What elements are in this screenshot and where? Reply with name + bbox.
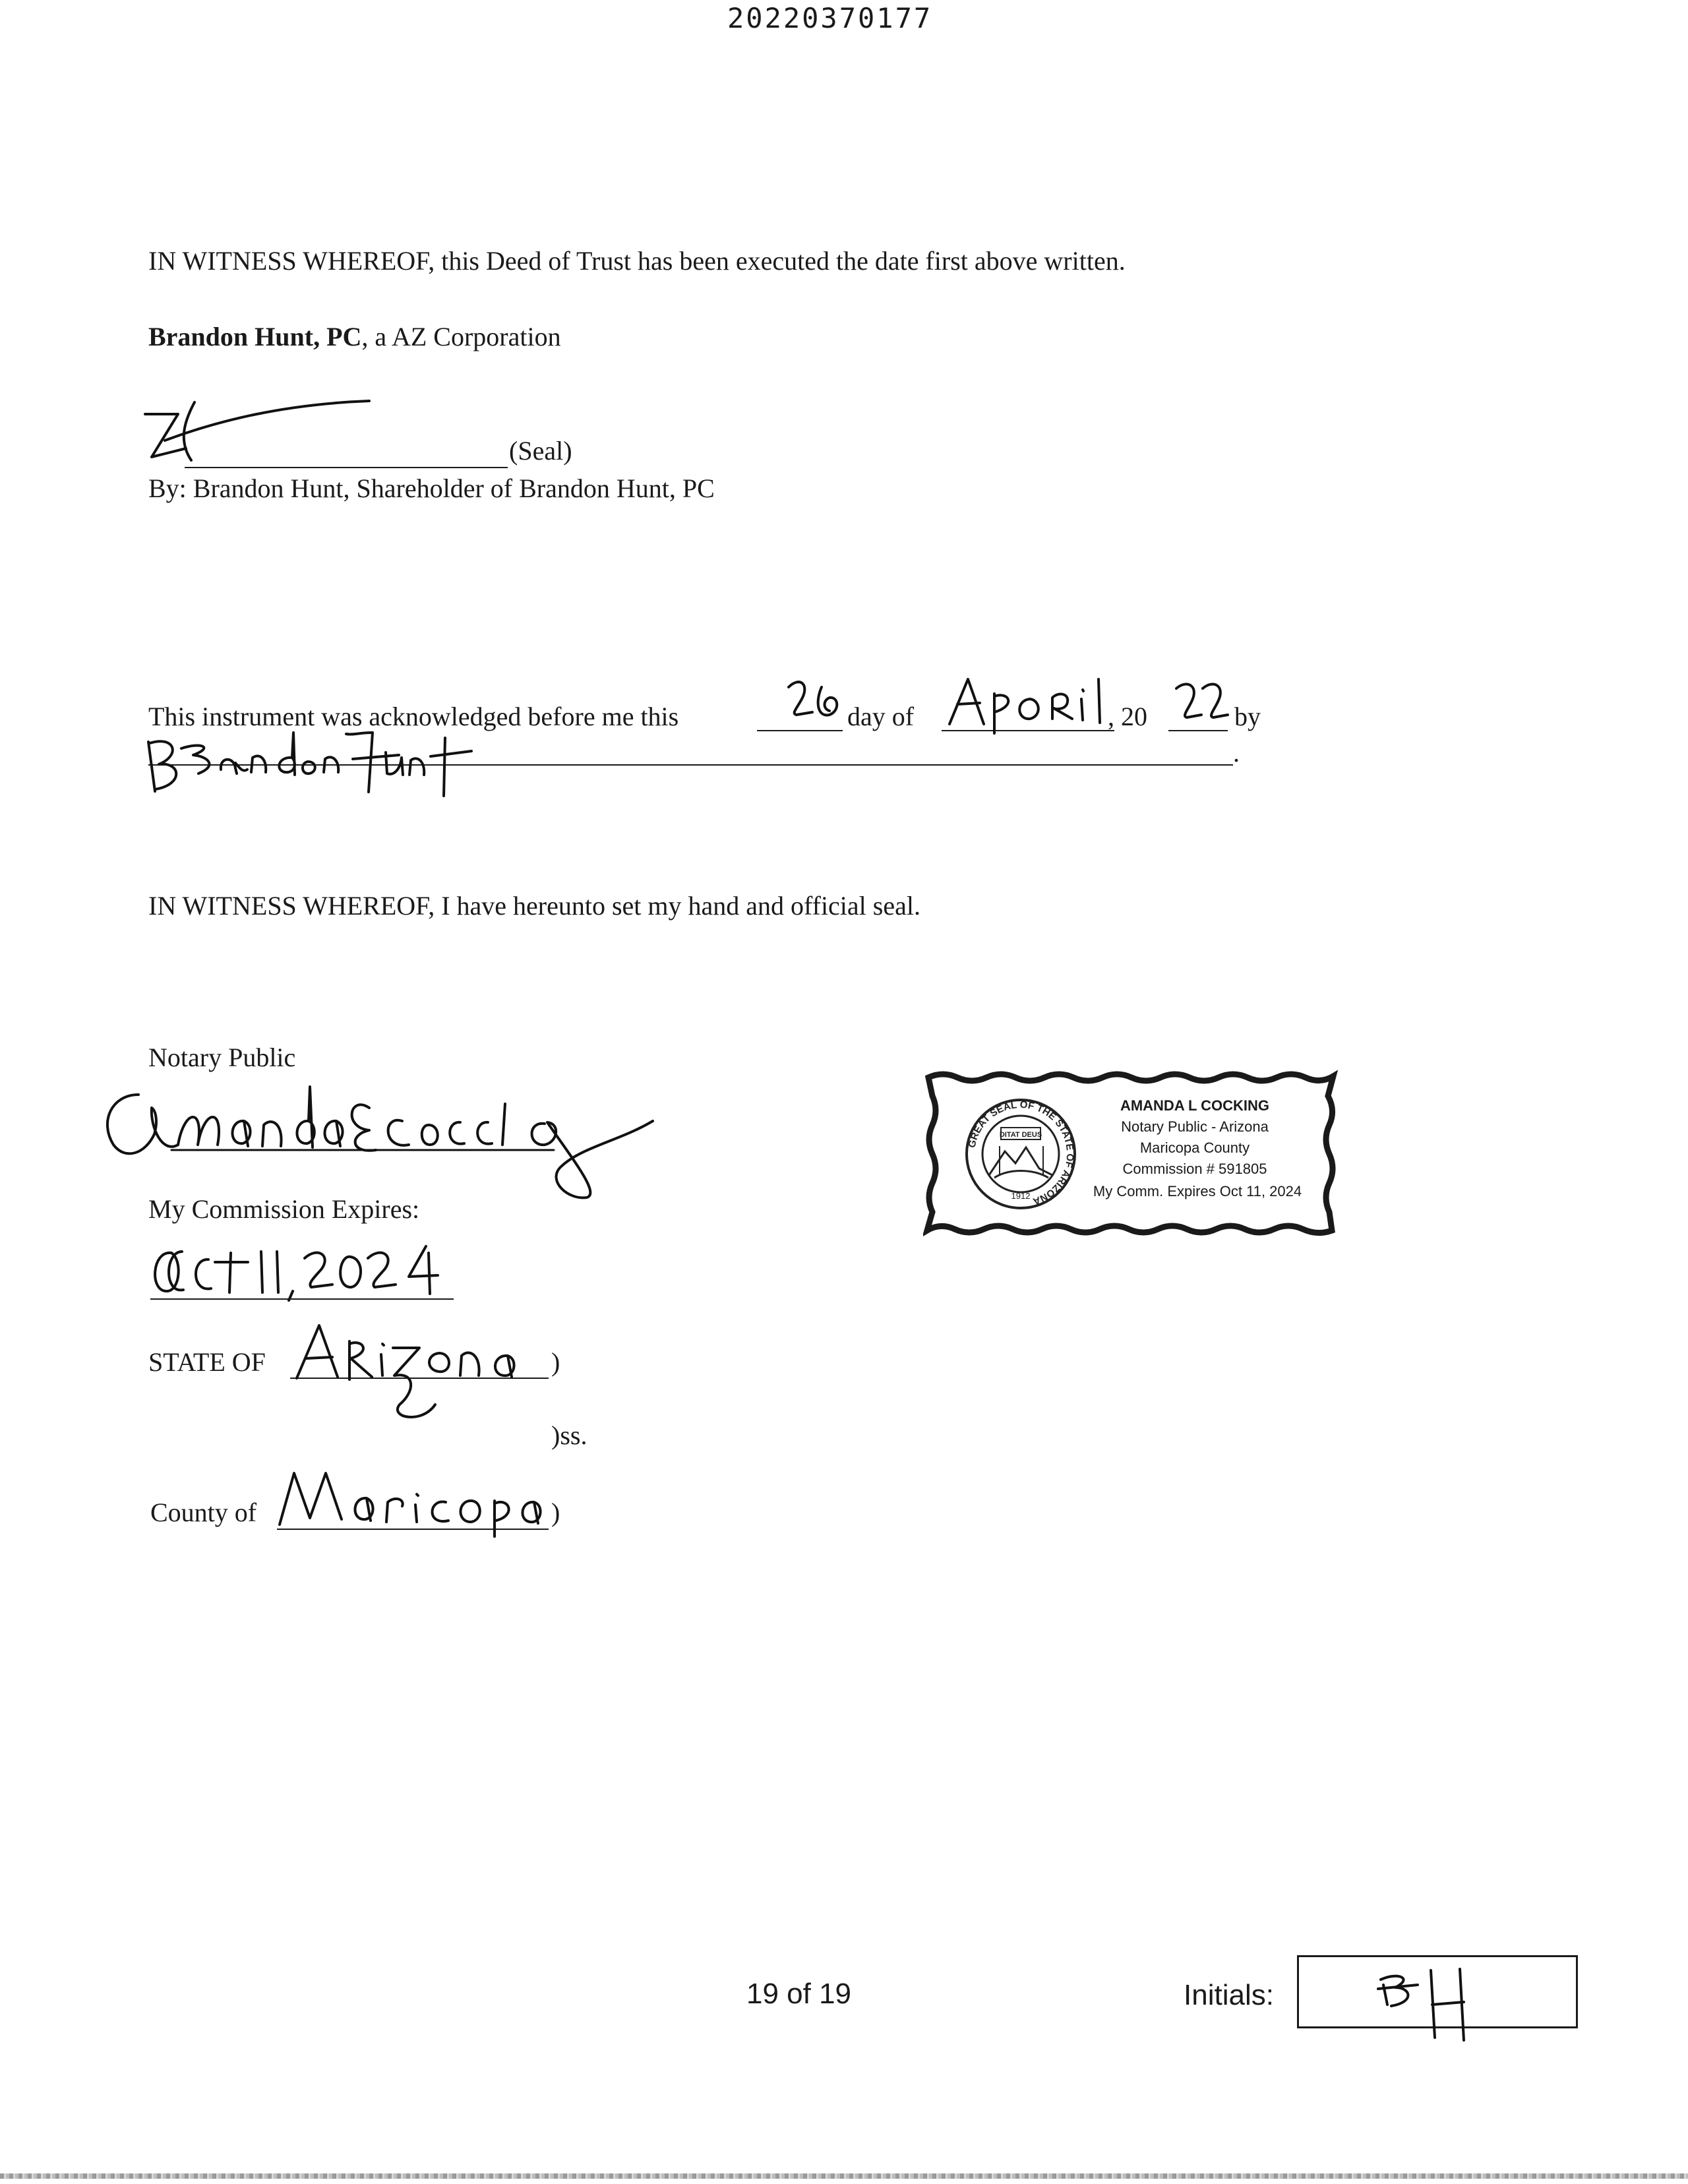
- seal-label: (Seal): [509, 436, 572, 466]
- notary-stamp: [923, 1070, 1339, 1238]
- expiry-line: [150, 1298, 454, 1300]
- signature-line: [185, 467, 508, 468]
- county-close-paren: ): [551, 1498, 560, 1527]
- seal-year: 1912: [1011, 1191, 1031, 1201]
- ack-month-blank: [942, 730, 1114, 731]
- stamp-line-name: AMANDA L COCKING: [1120, 1097, 1270, 1114]
- seal-motto: DITAT DEUS: [999, 1131, 1042, 1139]
- notary-witness-statement: IN WITNESS WHEREOF, I have hereunto set my hand and official seal.: [148, 891, 920, 921]
- ack-day-blank: [757, 730, 843, 731]
- ss-label: )ss.: [551, 1420, 588, 1450]
- handwritten-county: [270, 1465, 547, 1538]
- document-number: 20220370177: [727, 2, 933, 34]
- stamp-line-title: Notary Public - Arizona: [1121, 1118, 1269, 1135]
- ack-year-blank: [1168, 730, 1228, 731]
- ack-end-period: .: [1233, 738, 1240, 768]
- grantor-signature: [138, 394, 376, 467]
- handwritten-day: [783, 673, 843, 725]
- commission-label: My Commission Expires:: [148, 1194, 420, 1224]
- ack-prefix: This instrument was acknowledged before me this: [148, 702, 679, 731]
- handwritten-initials: [1372, 1958, 1490, 2044]
- page-number: 19 of 19: [746, 1978, 852, 2010]
- handwritten-expiry: [145, 1240, 448, 1302]
- stamp-line-expires: My Comm. Expires Oct 11, 2024: [1093, 1183, 1302, 1199]
- handwritten-month: [943, 673, 1114, 729]
- state-label: STATE OF: [148, 1347, 266, 1377]
- handwritten-year: [1172, 677, 1232, 729]
- handwritten-name: [135, 729, 504, 798]
- grantor-line: [148, 321, 561, 353]
- stamp-line-commission: Commission # 591805: [1122, 1161, 1267, 1177]
- state-close-paren: ): [551, 1347, 560, 1377]
- signer-line: By: Brandon Hunt, Shareholder of Brandon Hunt, PC: [148, 473, 715, 503]
- ack-day-label: day of: [847, 702, 915, 731]
- grantor-name: Brandon Hunt, PC: [148, 322, 362, 351]
- notary-public-label: Notary Public: [148, 1043, 296, 1072]
- county-label: County of: [150, 1498, 257, 1527]
- state-seal: [967, 1099, 1076, 1208]
- ack-by-label: by: [1234, 702, 1261, 731]
- initials-label: Initials:: [1184, 1979, 1274, 2011]
- grantor-description: , a AZ Corporation: [361, 322, 561, 351]
- seal-ring-text: GREAT SEAL OF THE STATE OF ARIZONA: [966, 1099, 1076, 1207]
- stamp-line-county: Maricopa County: [1139, 1139, 1250, 1156]
- witness-statement: IN WITNESS WHEREOF, this Deed of Trust has been executed the date first above written.: [148, 246, 1126, 276]
- notary-signature: [99, 1081, 666, 1207]
- handwritten-state: [290, 1319, 554, 1424]
- ack-year-prefix: , 20: [1108, 702, 1147, 731]
- scan-edge-artifact: [0, 2173, 1688, 2179]
